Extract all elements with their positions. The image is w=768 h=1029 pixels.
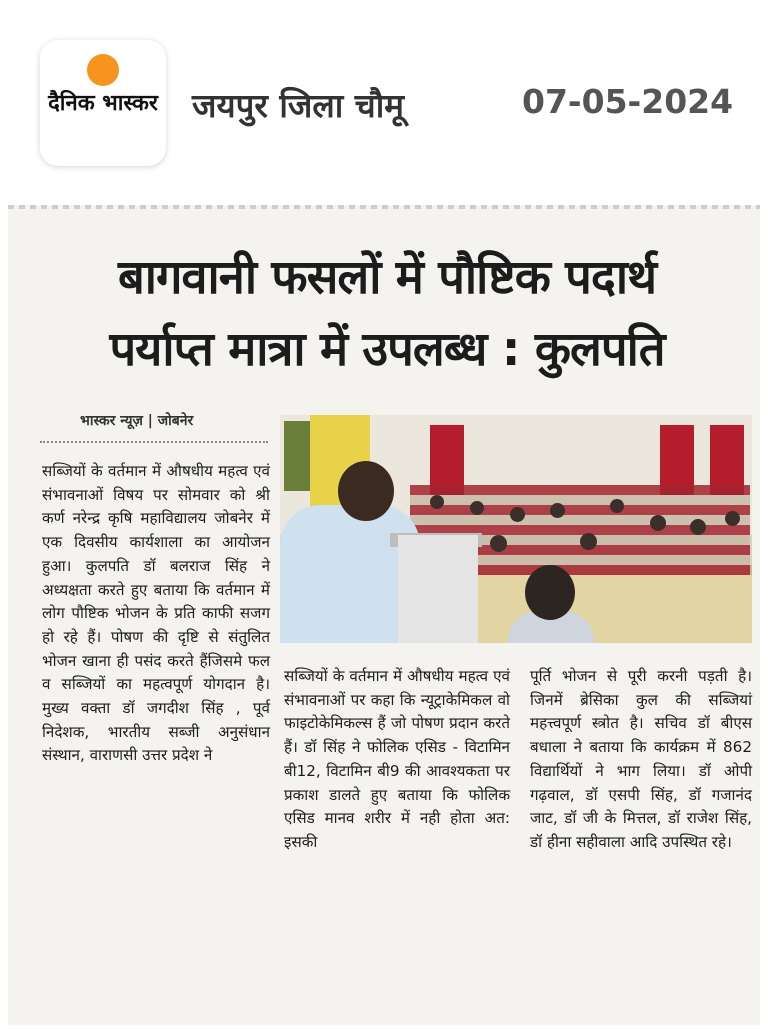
photo-audience <box>650 515 666 531</box>
app-header <box>0 0 768 195</box>
photo-audience <box>470 501 484 515</box>
article-column-1: सब्जियों के वर्तमान में औषधीय महत्व एवं संभावनाओं विषय पर सोमवार को श्री कर्ण नरेन्द्र कृषि महाविद्यालय जोबनेर में एक दिवसीय कार्यशाला का आयोजन हुआ। कुलपति डॉ बलराज सिंह ने अध्यक्षता करते हुए बताया कि वर्तमान में लोग पौष्टिक भोजन के प्रति काफी सजग हो रहे हैं। पोषण की दृष्टि से संतुलित भोजन खाना ही पसंद करते हैंजिसमे फल व सब्जियों का महत्वपूर्ण योगदान है। मुख्य वक्ता डॉ जगदीश सिंह , पूर्व निदेशक, भारतीय सब्जी अनुसंधान संस्थान, वाराणसी उत्तर प्रदेश ने <box>42 462 270 765</box>
headline-line-1: बागवानी फसलों में पौष्टिक पदार्थ <box>117 250 657 305</box>
photo-audience <box>510 507 525 522</box>
byline-divider <box>40 441 268 443</box>
photo-audience <box>725 511 740 526</box>
photo-audience <box>430 495 444 509</box>
photo-audience <box>610 499 624 513</box>
photo-speaker-head <box>338 461 394 521</box>
photo-board <box>284 421 312 491</box>
dainik-bhaskar-logo[interactable] <box>40 40 166 166</box>
article-column-3: पूर्ति भोजन से पूरी करनी पड़ती है। जिनमें ब्रेसिका कुल की सब्जियां महत्त्वपूर्ण स्त्रोत है। सचिव डॉ बीएस बधाला ने बताया कि कार्यक्रम में 862 विद्यार्थियों ने भाग लिया। डॉ ओपी गढ़वाल, डॉ एसपी सिंह, डॉ गजानंद जाट, डॉ जी के मित्तल, डॉ राजेश सिंह, डॉ हीना सहीवाला आदि उपस्थित रहे। <box>530 667 752 851</box>
photo-audience <box>580 533 597 550</box>
article-photo <box>280 415 752 643</box>
photo-podium <box>398 535 478 643</box>
byline: भास्कर न्यूज़ | जोबनेर <box>80 413 194 429</box>
sun-icon <box>87 54 119 86</box>
logo-text: दैनिक भास्कर <box>48 91 158 116</box>
headline-line-2: पर्याप्त मात्रा में उपलब्ध : कुलपति <box>109 322 665 377</box>
photo-audience <box>550 503 565 518</box>
photo-stage <box>450 575 752 643</box>
newspaper-clipping <box>8 205 760 1025</box>
edition-date: 07-05-2024 <box>522 82 734 121</box>
torn-edge <box>8 205 760 209</box>
photo-audience <box>690 519 706 535</box>
article-column-2: सब्जियों के वर्तमान में औषधीय महत्व एवं संभावनाओं पर कहा कि न्यूट्राकेमिकल वो फाइटोकेमिकल्स हैं जो पोषण प्रदान करते हैं। डॉ सिंह ने फोलिक एसिड - विटामिन बी12, विटामिन बी9 की आवश्यकता पर प्रकाश डालते हुए बताया कि फोलिक एसिड मानव शरीर में नही होता अत: इसकी <box>284 667 510 851</box>
photo-student-head <box>525 565 575 620</box>
district-label: जयपुर जिला चौमू <box>192 86 405 125</box>
photo-audience <box>490 535 507 552</box>
